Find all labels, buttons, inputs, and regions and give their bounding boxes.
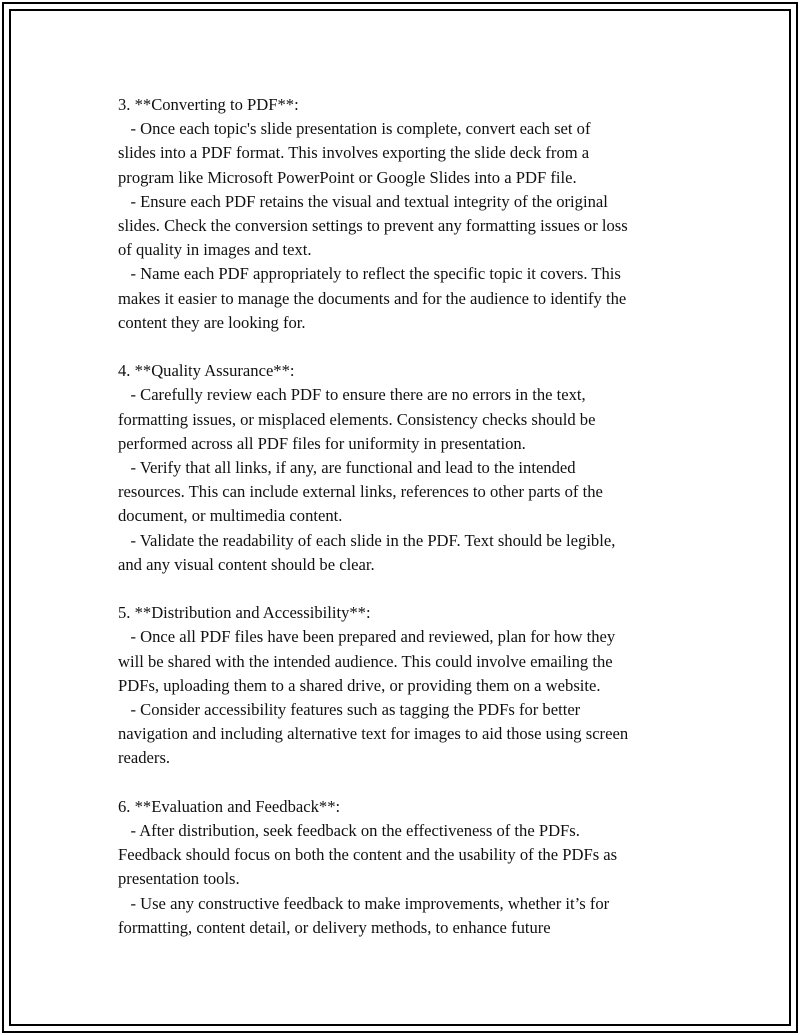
text-line: - Verify that all links, if any, are functional and lead to the intended <box>118 458 576 478</box>
text-line: slides. Check the conversion settings to prevent any formatting issues or loss <box>118 216 628 236</box>
text-line: - Validate the readability of each slide in the PDF. Text should be legible, <box>118 530 616 550</box>
text-line: - After distribution, seek feedback on the effectiveness of the PDFs. <box>118 821 580 841</box>
document-section <box>118 359 698 577</box>
text-line: slides into a PDF format. This involves exporting the slide deck from a <box>118 143 590 163</box>
text-line: - Consider accessibility features such as tagging the PDFs for better <box>118 700 581 720</box>
text-line: program like Microsoft PowerPoint or Google Slides into a PDF file. <box>118 167 577 187</box>
text-line: - Once each topic's slide presentation is complete, convert each set of <box>118 119 591 139</box>
text-line: document, or multimedia content. <box>118 506 343 526</box>
document-section <box>118 93 698 335</box>
text-line: navigation and including alternative text for images to aid those using screen <box>118 724 629 744</box>
text-line: readers. <box>118 748 171 768</box>
text-line: PDFs, uploading them to a shared drive, or providing them on a website. <box>118 675 601 695</box>
text-line: resources. This can include external links, references to other parts of the <box>118 482 603 502</box>
text-line: content they are looking for. <box>118 312 306 332</box>
text-line: - Use any constructive feedback to make improvements, whether it’s for <box>118 893 610 913</box>
text-line: formatting, content detail, or delivery methods, to enhance future <box>118 917 551 937</box>
text-line: - Ensure each PDF retains the visual and textual integrity of the original <box>118 191 608 211</box>
document-section <box>118 601 698 770</box>
section-heading: 5. **Distribution and Accessibility**: <box>118 603 371 623</box>
text-line: formatting issues, or misplaced elements. Consistency checks should be <box>118 409 596 429</box>
document-section <box>118 795 698 940</box>
text-line: of quality in images and text. <box>118 240 312 260</box>
text-line: - Once all PDF files have been prepared and reviewed, plan for how they <box>118 627 616 647</box>
text-line: Feedback should focus on both the content and the usability of the PDFs as <box>118 845 618 865</box>
text-line: and any visual content should be clear. <box>118 554 375 574</box>
text-line: - Name each PDF appropriately to reflect the specific topic it covers. This <box>118 264 621 284</box>
text-line: makes it easier to manage the documents and for the audience to identify the <box>118 288 627 308</box>
text-line: performed across all PDF files for uniformity in presentation. <box>118 433 526 453</box>
text-line: - Carefully review each PDF to ensure there are no errors in the text, <box>118 385 586 405</box>
section-heading: 4. **Quality Assurance**: <box>118 361 295 381</box>
document-body <box>118 93 698 940</box>
section-heading: 6. **Evaluation and Feedback**: <box>118 796 341 816</box>
text-line: will be shared with the intended audience. This could involve emailing the <box>118 651 613 671</box>
text-line: presentation tools. <box>118 869 240 889</box>
section-heading: 3. **Converting to PDF**: <box>118 95 299 114</box>
